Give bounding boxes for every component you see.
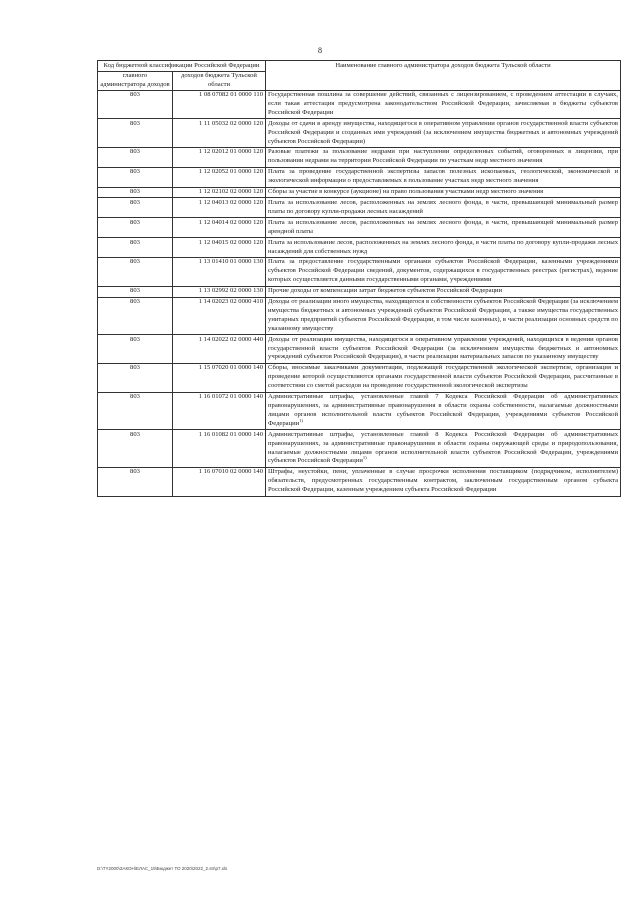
cell-revenue-name xyxy=(266,147,621,167)
footnote-mark: 1) xyxy=(299,417,303,423)
cell-revenue-name xyxy=(266,467,621,496)
cell-revenue-code: 1 16 01072 01 0000 140 xyxy=(173,392,266,430)
cell-revenue-code: 1 15 07020 01 0000 140 xyxy=(173,363,266,392)
cell-admin-code: 803 xyxy=(98,187,173,198)
cell-revenue-name xyxy=(266,187,621,198)
revenue-name-text: Штрафы, неустойки, пени, уплаченные в случае просрочки исполнения поставщиком (подрядчиком, исполнителем) обязательств, предусмотренных государственным контрактом, заключенным государственным органом субъекта Российской Федерации, казенным учреждением субъекта Российской Федерации xyxy=(268,468,619,494)
revenue-name-text: Плата за использование лесов, расположенных на землях лесного фонда, в части, превышающей минимальный размер арендной платы xyxy=(268,218,619,235)
cell-admin-code: 803 xyxy=(98,335,173,364)
revenue-name-text: Плата за использование лесов, расположенных на землях лесного фонда, в части платы по договору купли-продажи лесных насаждений для собственных нужд xyxy=(268,238,619,255)
table-row xyxy=(98,198,621,218)
cell-revenue-code: 1 14 02022 02 0000 440 xyxy=(173,335,266,364)
cell-admin-code: 803 xyxy=(98,167,173,187)
cell-admin-code: 803 xyxy=(98,90,173,119)
cell-revenue-code: 1 08 07082 01 0000 110 xyxy=(173,90,266,119)
cell-admin-code: 803 xyxy=(98,218,173,238)
cell-revenue-code: 1 12 02052 01 0000 120 xyxy=(173,167,266,187)
revenue-name-text: Плата за использование лесов, расположенных на землях лесного фонда, в части, превышающей минимальный размер платы по договору купли-продажи лесных насаждений xyxy=(268,198,619,215)
cell-admin-code: 803 xyxy=(98,147,173,167)
cell-admin-code: 803 xyxy=(98,119,173,148)
cell-admin-code: 803 xyxy=(98,286,173,297)
cell-revenue-name xyxy=(266,286,621,297)
header-row-top xyxy=(98,61,621,72)
header-kbk: Код бюджетной классификации Российской Федерации xyxy=(98,61,266,72)
budget-revenue-table xyxy=(97,60,621,497)
revenue-name-text: Административные штрафы, установленные главой 8 Кодекса Российской Федерации об административных правонарушениях, за административные правонарушения в области охраны окружающей среды и природопользования, налагаемые должностными лицами органов исполнительной власти субъектов Российской Федерации, учреждениями субъектов Российской Федерации xyxy=(268,430,619,465)
cell-revenue-code: 1 12 04015 02 0000 120 xyxy=(173,238,266,258)
cell-admin-code: 803 xyxy=(98,238,173,258)
cell-revenue-code: 1 12 04013 02 0000 120 xyxy=(173,198,266,218)
cell-revenue-code: 1 12 02012 01 0000 120 xyxy=(173,147,266,167)
cell-admin-code: 803 xyxy=(98,198,173,218)
table-row xyxy=(98,363,621,392)
revenue-name-text: Плата за проведение государственной экспертизы запасов полезных ископаемых, геологической, экономической и экологической информации о предоставляемых в пользование участках недр местного значения xyxy=(268,168,619,185)
cell-revenue-code: 1 14 02023 02 0000 410 xyxy=(173,297,266,335)
revenue-name-text: Плата за предоставление государственными органами субъектов Российской Федерации, казенными учреждениями субъектов Российской Федерации сведений, документов, содержащихся в государственных реестрах (регистрах), ведение которых осуществляется данными государственными органами, учреждениями xyxy=(268,258,619,284)
cell-admin-code: 803 xyxy=(98,297,173,335)
table-row xyxy=(98,392,621,430)
table-row xyxy=(98,257,621,286)
cell-revenue-code: 1 12 02102 02 0000 120 xyxy=(173,187,266,198)
cell-revenue-code: 1 11 05032 02 0000 120 xyxy=(173,119,266,148)
cell-revenue-name xyxy=(266,167,621,187)
revenue-name-text: Прочие доходы от компенсации затрат бюджетов субъектов Российской Федерации xyxy=(268,287,503,295)
cell-revenue-name xyxy=(266,218,621,238)
header-budget-revenue: доходов бюджета Тульской области xyxy=(173,71,266,90)
footer-file-path: D:\TY2000\ЗАКОН\ЕЛАС_19\Бюджет ТО 2020\2022_2.str\p7.xls xyxy=(97,866,228,871)
table-body xyxy=(98,90,621,496)
revenue-name-text: Разовые платежи за пользование недрами при наступлении определенных событий, оговоренных в лицензии, при пользовании недрами на территории Российской Федерации по участкам недр местного значения xyxy=(268,148,619,165)
revenue-name-text: Сборы, вносимые заказчиками документации, подлежащей государственной экологической экспертизе, организация и проведение которой осуществляются органами государственной власти субъектов Российской Федерации, рассчитанные в соответствии со сметой расходов на проведение государственной экологической экспертизы xyxy=(268,364,619,390)
cell-revenue-name xyxy=(266,392,621,430)
table-row xyxy=(98,147,621,167)
table-row xyxy=(98,335,621,364)
table-row xyxy=(98,467,621,496)
table-row xyxy=(98,286,621,297)
cell-revenue-name xyxy=(266,119,621,148)
table-row xyxy=(98,238,621,258)
cell-revenue-name xyxy=(266,335,621,364)
revenue-name-text: Сборы за участие в конкурсе (аукционе) на право пользования участками недр местного значения xyxy=(268,188,544,196)
table-row xyxy=(98,297,621,335)
cell-revenue-code: 1 13 01410 01 0000 130 xyxy=(173,257,266,286)
header-name: Наименование главного администратора доходов бюджета Тульской области xyxy=(266,61,621,91)
revenue-name-text: Административные штрафы, установленные главой 7 Кодекса Российской Федерации об административных правонарушениях, за административные правонарушения в области охраны собственности, налагаемые должностными лицами органов исполнительной власти субъектов Российской Федерации, учреждениями субъектов Российской Федерации xyxy=(268,393,619,427)
table-row xyxy=(98,187,621,198)
cell-revenue-name xyxy=(266,198,621,218)
page-number: 8 xyxy=(318,46,322,55)
table-row xyxy=(98,430,621,468)
cell-revenue-code: 1 16 07010 02 0000 140 xyxy=(173,467,266,496)
cell-revenue-name xyxy=(266,363,621,392)
cell-revenue-code: 1 13 02992 02 0000 130 xyxy=(173,286,266,297)
cell-revenue-name xyxy=(266,90,621,119)
cell-admin-code: 803 xyxy=(98,363,173,392)
cell-revenue-name xyxy=(266,297,621,335)
header-main-admin: главного администратора доходов xyxy=(98,71,173,90)
cell-revenue-name xyxy=(266,430,621,468)
revenue-name-text: Государственная пошлина за совершение действий, связанных с лицензированием, с проведением аттестации в случаях, если такая аттестация предусмотрена законодательством Российской Федерации, зачисляемая в бюджеты субъектов Российской Федерации xyxy=(268,91,619,116)
cell-revenue-name xyxy=(266,257,621,286)
footnote-mark: 1) xyxy=(362,455,367,461)
cell-revenue-code: 1 12 04014 02 0000 120 xyxy=(173,218,266,238)
cell-admin-code: 803 xyxy=(98,392,173,430)
cell-admin-code: 803 xyxy=(98,467,173,496)
table-row xyxy=(98,119,621,148)
cell-admin-code: 803 xyxy=(98,257,173,286)
table-row xyxy=(98,167,621,187)
cell-admin-code: 803 xyxy=(98,430,173,468)
table-row xyxy=(98,90,621,119)
revenue-name-text: Доходы от реализации иного имущества, находящегося в собственности субъектов Российской Федерации (за исключением имущества бюджетных и автономных учреждений субъектов Российской Федерации, а также имущества государственных унитарных предприятий субъектов Российской Федерации, в том числе казенных), в части реализации основных средств по указанному имуществу xyxy=(268,298,619,332)
cell-revenue-code: 1 16 01082 01 0000 140 xyxy=(173,430,266,468)
cell-revenue-name xyxy=(266,238,621,258)
revenue-name-text: Доходы от реализации имущества, находящегося в оперативном управлении учреждений, находящихся в ведении органов государственной власти субъектов Российской Федерации (за исключением имущества бюджетных и автономных учреждений субъектов Российской Федерации), в части реализации материальных запасов по указанному имуществу xyxy=(268,335,619,361)
revenue-name-text: Доходы от сдачи в аренду имущества, находящегося в оперативном управлении органов государственной власти субъектов Российской Федерации и созданных ими учреждений (за исключением имущества бюджетных и автономных учреждений субъектов Российской Федерации) xyxy=(268,119,619,145)
table-row xyxy=(98,218,621,238)
